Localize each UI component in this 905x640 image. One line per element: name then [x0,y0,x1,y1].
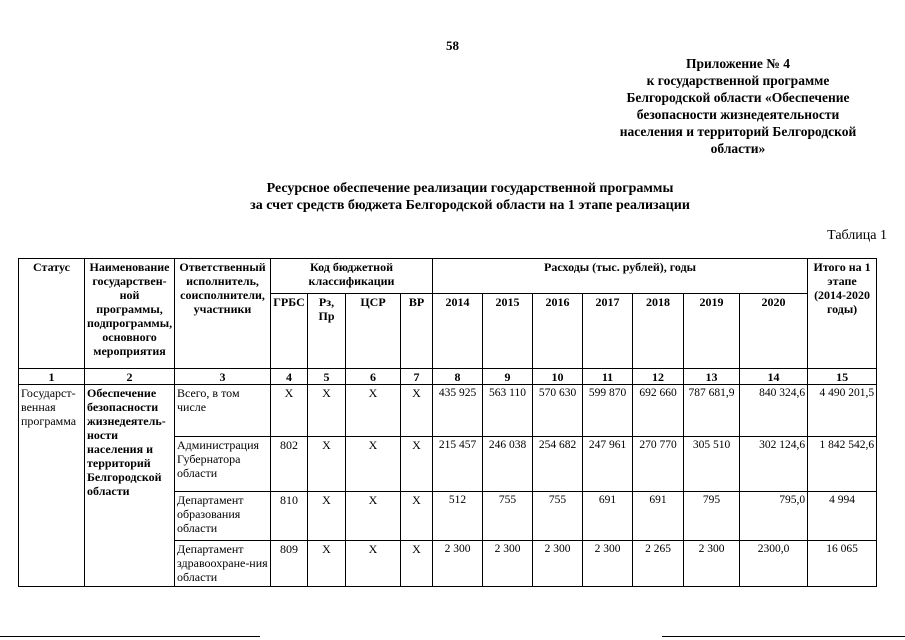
header-status: Статус [19,259,85,369]
column-number: 11 [583,369,633,385]
page-number: 58 [446,38,459,53]
header-budget-code: Код бюджетной классификации [271,259,433,294]
column-number: 3 [175,369,271,385]
header-csr: ЦСР [346,294,401,369]
header-year-2020: 2020 [740,294,808,369]
appendix-line: области» [710,141,766,156]
value-2020: 795,0 [740,492,808,541]
rz-pr-cell: X [308,437,346,492]
header-year-2019: 2019 [684,294,740,369]
value-2015: 2 300 [483,541,533,587]
grbs-cell: 809 [271,541,308,587]
grbs-cell: X [271,385,308,437]
value-2016: 2 300 [533,541,583,587]
column-number: 12 [633,369,684,385]
column-number: 1 [19,369,85,385]
grbs-cell: 810 [271,492,308,541]
value-2020: 840 324,6 [740,385,808,437]
column-number: 14 [740,369,808,385]
total-cell: 16 065 [808,541,877,587]
value-2017: 691 [583,492,633,541]
csr-cell: X [346,541,401,587]
csr-cell: X [346,385,401,437]
value-2015: 246 038 [483,437,533,492]
column-number: 5 [308,369,346,385]
appendix-line: к государственной программе [646,73,830,88]
value-2020: 302 124,6 [740,437,808,492]
value-2017: 2 300 [583,541,633,587]
value-2015: 563 110 [483,385,533,437]
value-2014: 512 [433,492,483,541]
value-2018: 270 770 [633,437,684,492]
column-number: 2 [85,369,175,385]
appendix-line: Белгородской области «Обеспечение [626,90,850,105]
column-number: 15 [808,369,877,385]
total-cell: 1 842 542,6 [808,437,877,492]
header-row [19,259,877,294]
value-2017: 599 870 [583,385,633,437]
value-2018: 2 265 [633,541,684,587]
appendix-line: населения и территорий Белгородской [619,124,857,139]
vr-cell: X [401,492,433,541]
executor-cell: Всего, в том числе [175,385,271,437]
value-2014: 2 300 [433,541,483,587]
table-label: Таблица 1 [827,228,887,243]
value-2015: 755 [483,492,533,541]
header-rz-pr: Рз, Пр [308,294,346,369]
column-number: 10 [533,369,583,385]
vr-cell: X [401,437,433,492]
value-2019: 795 [684,492,740,541]
budget-table [18,258,877,587]
header-executor: Ответственный исполнитель, соисполнители, участники [175,259,271,369]
column-number-row [19,369,877,385]
header-expenses: Расходы (тыс. рублей), годы [433,259,808,294]
csr-cell: X [346,492,401,541]
title-line: Ресурсное обеспечение реализации государственной программы [266,181,674,196]
value-2018: 692 660 [633,385,684,437]
grbs-cell: 802 [271,437,308,492]
value-2019: 305 510 [684,437,740,492]
total-cell: 4 490 201,5 [808,385,877,437]
bottom-rule [662,636,905,637]
header-total: Итого на 1 этапе (2014-2020 годы) [808,259,877,369]
program-name-cell: Обеспечение безопасности жизнедеятель-ности населения и территорий Белгородской области [85,385,175,587]
header-grbs: ГРБС [271,294,308,369]
value-2017: 247 961 [583,437,633,492]
column-number: 7 [401,369,433,385]
rz-pr-cell: X [308,385,346,437]
column-number: 8 [433,369,483,385]
header-program-name: Наименование государствен-ной программы, подпрограммы, основного мероприятия [85,259,175,369]
value-2016: 755 [533,492,583,541]
header-vr: ВР [401,294,433,369]
bottom-rule [0,636,260,637]
column-number: 9 [483,369,533,385]
column-number: 4 [271,369,308,385]
appendix-line: Приложение № 4 [686,56,790,71]
header-year-2017: 2017 [583,294,633,369]
value-2014: 435 925 [433,385,483,437]
value-2014: 215 457 [433,437,483,492]
vr-cell: X [401,541,433,587]
header-year-2014: 2014 [433,294,483,369]
value-2018: 691 [633,492,684,541]
status-cell: Государст-венная программа [19,385,85,587]
column-number: 6 [346,369,401,385]
executor-cell: Администрация Губернатора области [175,437,271,492]
appendix-line: безопасности жизнедеятельности [636,107,840,122]
vr-cell: X [401,385,433,437]
value-2020: 2300,0 [740,541,808,587]
document-title [150,180,790,214]
executor-cell: Департамент образования области [175,492,271,541]
value-2016: 254 682 [533,437,583,492]
table-row [19,385,877,437]
rz-pr-cell: X [308,541,346,587]
value-2019: 787 681,9 [684,385,740,437]
csr-cell: X [346,437,401,492]
column-number: 13 [684,369,740,385]
total-cell: 4 994 [808,492,877,541]
value-2016: 570 630 [533,385,583,437]
value-2019: 2 300 [684,541,740,587]
appendix-heading [588,55,888,157]
header-year-2016: 2016 [533,294,583,369]
header-year-2018: 2018 [633,294,684,369]
rz-pr-cell: X [308,492,346,541]
title-line: за счет средств бюджета Белгородской области на 1 этапе реализации [250,198,690,213]
executor-cell: Департамент здравоохране-ния области [175,541,271,587]
header-year-2015: 2015 [483,294,533,369]
